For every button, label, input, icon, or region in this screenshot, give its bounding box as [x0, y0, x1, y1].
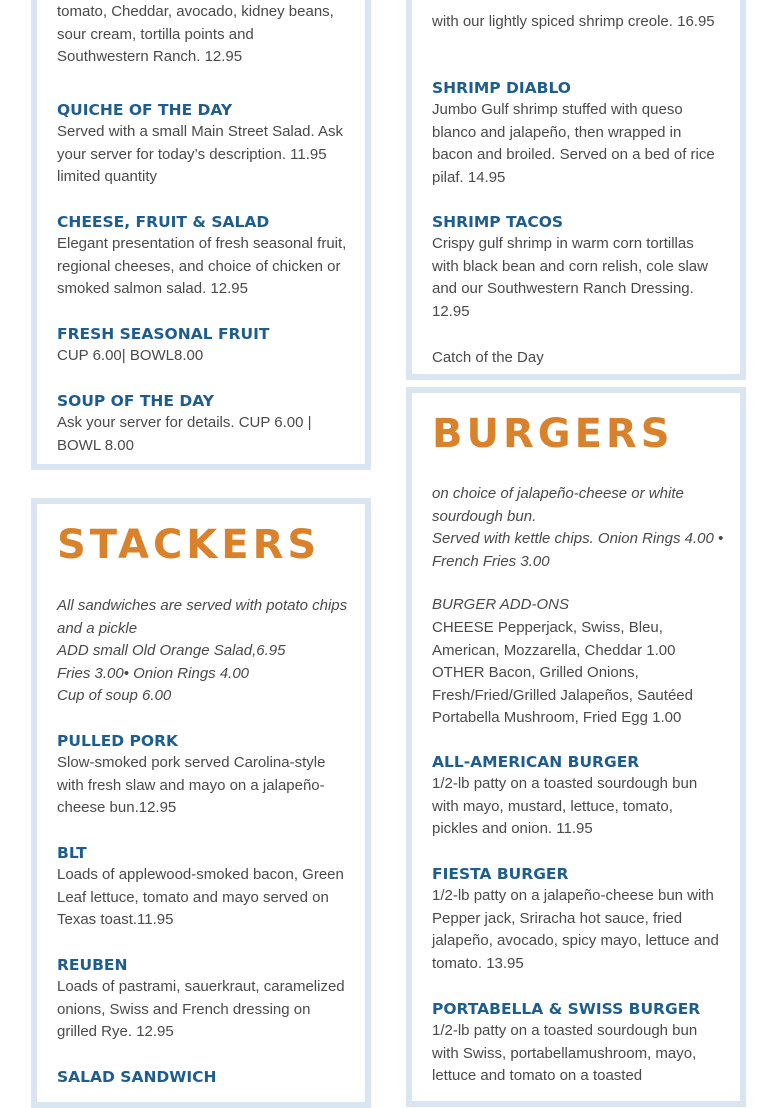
item-name: SALAD SANDWICH [57, 1068, 217, 1086]
item-name: BLT [57, 844, 87, 862]
right-top-menu-panel [406, 0, 746, 380]
note-line: All sandwiches are served with potato chips and a pickle [57, 597, 348, 637]
menu-item-salad-sandwich [57, 1066, 347, 1088]
item-name: PORTABELLA & SWISS BURGER [432, 1000, 701, 1018]
left-top-menu-panel [31, 0, 371, 470]
item-name: ALL-AMERICAN BURGER [432, 753, 640, 771]
item-name: FRESH SEASONAL FRUIT [57, 325, 270, 343]
menu-item-fiesta-burger [432, 863, 722, 975]
item-name: REUBEN [57, 956, 128, 974]
burgers-notes [432, 483, 726, 573]
menu-item-soup [57, 390, 347, 457]
item-name: SHRIMP DIABLO [432, 79, 571, 97]
item-description: Crispy gulf shrimp in warm corn tortillas with black bean and corn relish, cole slaw and our Southwestern Ranch Dressing. 12.95 [432, 235, 708, 320]
addon-line: CHEESE Pepperjack, Swiss, Bleu, American, Mozzarella, Cheddar 1.00 [432, 619, 676, 659]
item-description: 1/2-lb patty on a toasted sourdough bun with mayo, mustard, lettuce, tomato, pickles and onion. 11.95 [432, 775, 698, 837]
stackers-panel [31, 498, 371, 1108]
menu-item-shrimp-tacos [432, 211, 722, 323]
item-name: SOUP OF THE DAY [57, 392, 214, 410]
burgers-panel [406, 387, 746, 1107]
item-description: 1/2-lb patty on a jalapeño-cheese bun with Pepper jack, Sriracha hot sauce, fried jalapeño, avocado, spicy mayo, lettuce and tomato. 13.95 [432, 887, 719, 972]
menu-item-fresh-fruit [57, 323, 347, 368]
stackers-title: STACKERS [57, 522, 321, 568]
item-description: Ask your server for details. CUP 6.00 | BOWL 8.00 [57, 414, 312, 454]
item-description: Loads of applewood-smoked bacon, Green Leaf lettuce, tomato and mayo served on Texas toast.11.95 [57, 866, 344, 928]
item-name: SHRIMP TACOS [432, 213, 564, 231]
addon-line: OTHER Bacon, Grilled Onions, Fresh/Fried/Grilled Jalapeños, Sautéed Portabella Mushroom, Fried Egg 1.00 [432, 664, 693, 726]
menu-item-portabella-swiss-burger [432, 998, 722, 1088]
item-description: Loads of pastrami, sauerkraut, caramelized onions, Swiss and French dressing on grilled Rye. 12.95 [57, 978, 345, 1040]
item-name: QUICHE OF THE DAY [57, 101, 233, 119]
burger-addons-title [432, 594, 726, 617]
note-line: Cup of soup 6.00 [57, 687, 172, 704]
partial-item-description: with our lightly spiced shrimp creole. 16.95 [432, 13, 715, 30]
note-line: Served with kettle chips. Onion Rings 4.00 • French Fries 3.00 [432, 530, 724, 570]
item-name: FIESTA BURGER [432, 865, 569, 883]
item-description: Elegant presentation of fresh seasonal fruit, regional cheeses, and choice of chicken or smoked salmon salad. 12.95 [57, 235, 347, 297]
item-description: CUP 6.00| BOWL8.00 [57, 347, 204, 364]
menu-item-pulled-pork [57, 730, 347, 820]
note-line: Fries 3.00• Onion Rings 4.00 [57, 664, 250, 682]
catch-of-the-day [432, 347, 726, 370]
menu-item-all-american-burger [432, 751, 722, 841]
burger-addons-list [432, 617, 726, 730]
catch-label: Catch of the Day [432, 349, 544, 366]
menu-item-quiche [57, 99, 347, 189]
item-name: CHEESE, FRUIT & SALAD [57, 213, 270, 231]
menu-item-cheese-fruit-salad [57, 211, 347, 301]
item-description: Jumbo Gulf shrimp stuffed with queso blanco and jalapeño, then wrapped in bacon and broiled. Served on a bed of rice pilaf. 14.95 [432, 101, 715, 186]
partial-item-description: tomato, Cheddar, avocado, kidney beans, sour cream, tortilla points and Southwestern Ranch. 12.95 [57, 3, 334, 65]
item-description: Slow-smoked pork served Carolina-style with fresh slaw and mayo on a jalapeño-cheese bun.12.95 [57, 754, 326, 816]
menu-item-blt [57, 842, 347, 932]
menu-item-reuben [57, 954, 347, 1044]
item-name: PULLED PORK [57, 732, 179, 750]
stackers-notes [57, 595, 351, 708]
item-description: 1/2-lb patty on a toasted sourdough bun with Swiss, portabellamushroom, mayo, lettuce and tomato on a toasted [432, 1022, 698, 1084]
note-line: on choice of jalapeño-cheese or white sourdough bun. [432, 485, 684, 525]
item-description: Served with a small Main Street Salad. Ask your server for today’s description. 11.95 limited quantity [57, 123, 343, 185]
note-line: ADD small Old Orange Salad,6.95 [57, 642, 286, 659]
addons-title: BURGER ADD-ONS [432, 596, 569, 613]
menu-item-shrimp-diablo [432, 77, 722, 189]
burgers-title: BURGERS [432, 411, 674, 457]
